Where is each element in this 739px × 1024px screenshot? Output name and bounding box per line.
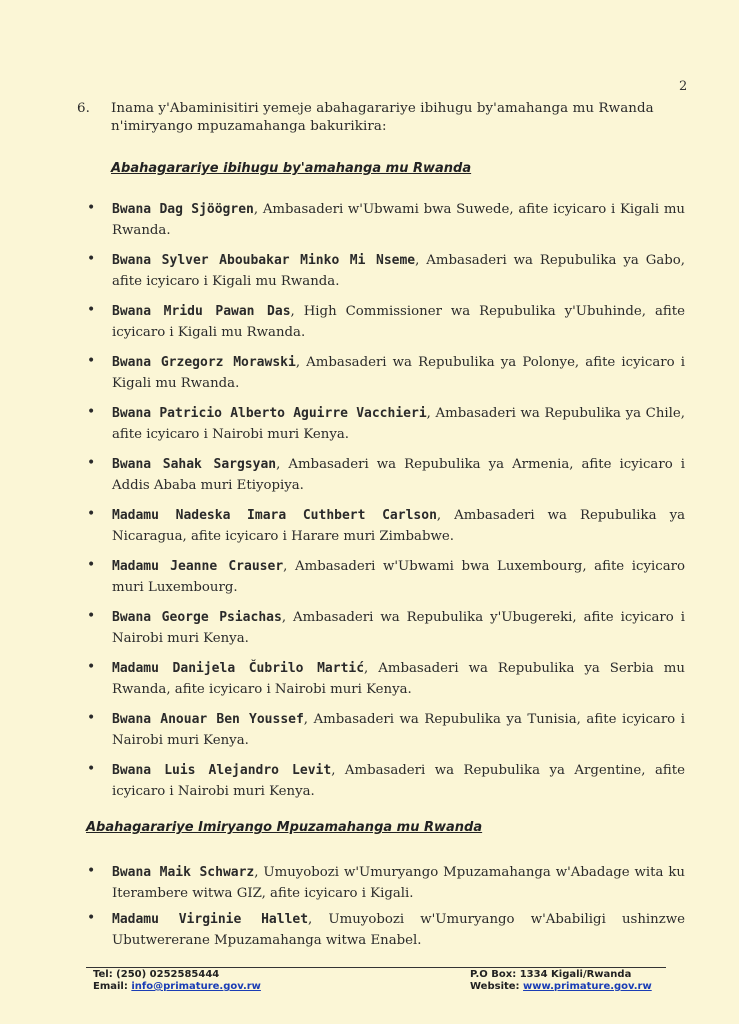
person-description: , Ambasaderi wa Repubulika ya Gabo, afite icyicaro i Kigali mu Rwanda.	[112, 253, 685, 289]
person-name: Madamu Virginie Hallet	[112, 912, 309, 927]
list-item	[85, 607, 685, 649]
bullet-icon: •	[87, 455, 96, 471]
list-item	[85, 709, 685, 751]
person-name: Madamu Jeanne Crauser	[112, 559, 284, 574]
footer-website-row	[470, 981, 652, 993]
person-name: Madamu Danijela Čubrilo Martić	[112, 661, 365, 676]
footer-email-link[interactable]: info@primature.gov.rw	[131, 981, 261, 992]
bullet-icon: •	[87, 200, 96, 216]
list-item	[85, 301, 685, 343]
list-item	[85, 909, 685, 951]
page-number: 2	[679, 79, 688, 94]
bullet-icon: •	[87, 910, 96, 926]
bullet-icon: •	[87, 557, 96, 573]
bullet-icon: •	[87, 251, 96, 267]
bullet-icon: •	[87, 353, 96, 369]
person-description: , Ambasaderi wa Repubulika ya Serbia mu Rwanda, afite icyicaro i Nairobi muri Kenya.	[112, 661, 685, 697]
footer-contact	[93, 969, 261, 993]
list-item	[85, 454, 685, 496]
footer-address	[470, 969, 652, 993]
bullet-icon: •	[87, 404, 96, 420]
list-item	[85, 658, 685, 700]
person-name: Bwana Luis Alejandro Levit	[112, 763, 332, 778]
person-description: , Ambasaderi wa Repubulika y'Ubugereki, afite icyicaro i Nairobi muri Kenya.	[112, 610, 685, 646]
footer-divider	[86, 967, 666, 968]
list-item	[85, 250, 685, 292]
person-description: , Ambasaderi wa Repubulika ya Nicaragua, afite icyicaro i Harare muri Zimbabwe.	[112, 508, 686, 544]
footer-email-label: Email:	[93, 981, 132, 992]
intro-number: 6.	[77, 101, 90, 116]
bullet-icon: •	[87, 506, 96, 522]
person-name: Bwana Sylver Aboubakar Minko Mi Nseme	[112, 253, 416, 268]
footer-website-link[interactable]: www.primature.gov.rw	[523, 981, 652, 992]
person-description: , Umuyobozi w'Umuryango Mpuzamahanga w'Abadage wita ku Iterambere witwa GIZ, afite icyicaro i Kigali.	[112, 865, 685, 901]
person-name: Bwana Grzegorz Morawski	[112, 355, 296, 370]
intro-line-2: n'imiryango mpuzamahanga bakurikira:	[111, 119, 387, 134]
footer-tel: Tel: (250) 0252585444	[93, 969, 220, 980]
bullet-icon: •	[87, 863, 96, 879]
person-description: , Ambasaderi wa Repubulika ya Polonye, afite icyicaro i Kigali mu Rwanda.	[112, 355, 685, 391]
section-heading-embassies: Abahagarariye ibihugu by'amahanga mu Rwanda	[111, 161, 472, 176]
list-item	[85, 505, 685, 547]
person-description: , Umuyobozi w'Umuryango w'Ababiligi ushinzwe Ubutwererane Mpuzamahanga witwa Enabel.	[112, 912, 685, 948]
person-description: , High Commissioner wa Repubulika y'Ubuhinde, afite icyicaro i Kigali mu Rwanda.	[112, 304, 685, 340]
bullet-icon: •	[87, 302, 96, 318]
footer-email-row	[93, 981, 261, 993]
person-name: Bwana Patricio Alberto Aguirre Vacchieri	[112, 406, 427, 421]
embassy-list	[85, 199, 685, 811]
list-item	[85, 760, 685, 802]
person-description: , Ambasaderi w'Ubwami bwa Luxembourg, afite icyicaro muri Luxembourg.	[112, 559, 685, 595]
intro-line-1: Inama y'Abaminisitiri yemeje abahagarariye ibihugu by'amahanga mu Rwanda	[111, 101, 654, 116]
footer-website-label: Website:	[470, 981, 524, 992]
person-name: Bwana George Psiachas	[112, 610, 282, 625]
person-description: , Ambasaderi wa Repubulika ya Tunisia, afite icyicaro i Nairobi muri Kenya.	[112, 712, 685, 748]
list-item	[85, 862, 685, 904]
list-item	[85, 352, 685, 394]
list-item	[85, 403, 685, 445]
bullet-icon: •	[87, 710, 96, 726]
person-description: , Ambasaderi w'Ubwami bwa Suwede, afite icyicaro i Kigali mu Rwanda.	[112, 202, 685, 238]
footer-po-box: P.O Box: 1334 Kigali/Rwanda	[470, 969, 632, 980]
organization-list	[85, 862, 685, 956]
intro-paragraph	[77, 100, 687, 136]
person-name: Bwana Sahak Sargsyan	[112, 457, 277, 472]
person-name: Bwana Maik Schwarz	[112, 865, 255, 880]
bullet-icon: •	[87, 608, 96, 624]
bullet-icon: •	[87, 659, 96, 675]
person-description: , Ambasaderi wa Repubulika ya Argentine, afite icyicaro i Nairobi muri Kenya.	[112, 763, 685, 799]
section-heading-organizations: Abahagarariye Imiryango Mpuzamahanga mu Rwanda	[86, 820, 483, 835]
person-name: Bwana Mridu Pawan Das	[112, 304, 291, 319]
person-name: Bwana Anouar Ben Youssef	[112, 712, 304, 727]
list-item	[85, 199, 685, 241]
list-item	[85, 556, 685, 598]
person-description: , Ambasaderi wa Repubulika ya Chile, afite icyicaro i Nairobi muri Kenya.	[112, 406, 685, 442]
bullet-icon: •	[87, 761, 96, 777]
person-description: , Ambasaderi wa Repubulika ya Armenia, afite icyicaro i Addis Ababa muri Etiyopiya.	[112, 457, 685, 493]
person-name: Madamu Nadeska Imara Cuthbert Carlson	[112, 508, 437, 523]
person-name: Bwana Dag Sjöögren	[112, 202, 254, 217]
